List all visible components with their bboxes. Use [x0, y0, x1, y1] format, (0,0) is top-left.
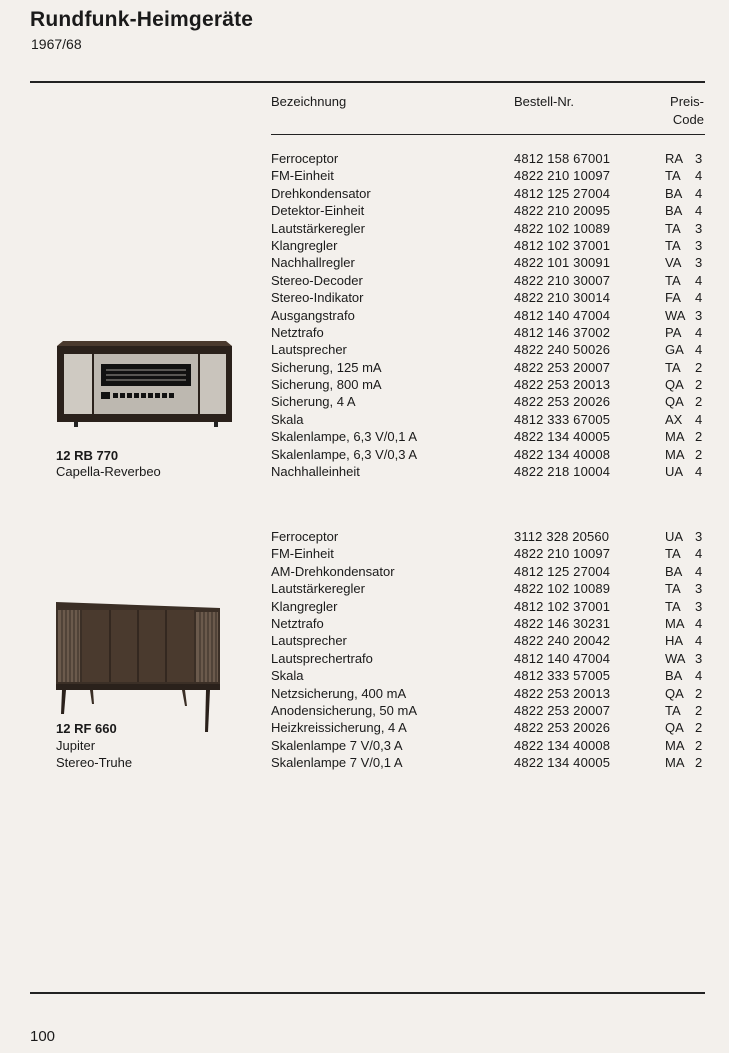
part-price-digit: 3: [695, 220, 703, 236]
part-order-number: 4822 210 30007: [514, 272, 611, 288]
table-row: [271, 580, 711, 597]
part-price-code: RA: [665, 151, 684, 166]
console-12rf660-illustration: [50, 596, 226, 736]
part-price-digit: 4: [695, 633, 703, 649]
part-price-digit: 3: [695, 237, 703, 253]
part-price-code: FA: [665, 290, 681, 306]
part-description: Ferroceptor: [271, 529, 339, 544]
part-price-code: BA: [665, 203, 683, 219]
part-order-number: 4812 102 37001: [514, 237, 611, 253]
part-price-digit: 4: [695, 615, 703, 631]
table-row: [271, 632, 711, 649]
part-order-number: 4812 125 27004: [514, 185, 611, 201]
part-description: Sicherung, 125 mA: [271, 359, 382, 375]
part-price-code: QA: [665, 394, 684, 410]
part-price-code: MA: [665, 446, 685, 462]
part-order-number: 4822 146 30231: [514, 615, 611, 631]
part-price-digit: 2: [695, 737, 703, 753]
part-price-digit: 3: [695, 307, 703, 323]
table-row: [271, 393, 711, 410]
part-price-code: TA: [665, 272, 681, 288]
part-price-code: TA: [665, 598, 681, 614]
part-order-number: 4822 210 10097: [514, 168, 611, 184]
model-name-jupiter: Jupiter: [56, 738, 96, 753]
part-price-code: WA: [665, 650, 686, 666]
part-order-number: 4822 102 10089: [514, 220, 611, 236]
page-number: 100: [30, 1028, 56, 1045]
part-description: Nachhalleinheit: [271, 464, 360, 480]
part-price-digit: 4: [695, 185, 703, 201]
part-price-digit: 3: [695, 598, 703, 614]
top-rule: [30, 81, 705, 83]
part-price-code: QA: [665, 685, 684, 701]
part-price-code: PA: [665, 324, 682, 340]
part-description: Klangregler: [271, 237, 338, 253]
table-row: [271, 702, 711, 719]
part-order-number: 4812 140 47004: [514, 307, 611, 323]
column-header-price-code-line2: Code: [672, 112, 704, 127]
part-price-code: BA: [665, 563, 683, 579]
table-row: [271, 202, 711, 219]
part-description: Lautstärkeregler: [271, 581, 365, 597]
part-description: Skala: [271, 668, 304, 684]
part-description: Skalenlampe, 6,3 V/0,3 A: [271, 446, 417, 462]
part-description: Skala: [271, 411, 304, 427]
table-row: [271, 272, 711, 289]
table-row: [271, 615, 711, 632]
part-order-number: 4822 253 20007: [514, 702, 611, 718]
part-order-number: 4822 253 20013: [514, 377, 611, 393]
part-order-number: 4822 240 50026: [514, 342, 611, 358]
part-order-number: 4822 253 20026: [514, 720, 611, 736]
model-number-12rb770: 12 RB 770: [56, 448, 119, 463]
part-price-code: AX: [665, 411, 683, 427]
part-order-number: 4822 210 20095: [514, 203, 611, 219]
part-order-number: 4822 134 40005: [514, 755, 611, 771]
part-price-digit: 3: [695, 581, 703, 597]
part-description: Lautsprechertrafo: [271, 650, 373, 666]
part-price-digit: 4: [695, 168, 703, 184]
bottom-rule: [30, 992, 705, 994]
part-description: Lautstärkeregler: [271, 220, 365, 236]
table-row: [271, 650, 711, 667]
part-description: FM-Einheit: [271, 546, 334, 562]
part-price-digit: 2: [695, 702, 703, 718]
page-title: Rundfunk-Heimgeräte: [30, 8, 254, 31]
part-price-digit: 3: [695, 255, 703, 271]
part-order-number: 4812 125 27004: [514, 563, 611, 579]
part-price-code: TA: [665, 168, 681, 184]
part-order-number: 4822 210 10097: [514, 546, 611, 562]
part-price-digit: 2: [695, 377, 703, 393]
table-row: [271, 167, 711, 184]
part-order-number: 4812 333 57005: [514, 668, 611, 684]
part-price-digit: 2: [695, 720, 703, 736]
part-price-code: MA: [665, 737, 685, 753]
part-price-code: TA: [665, 702, 681, 718]
part-description: Netztrafo: [271, 324, 324, 340]
part-price-code: MA: [665, 755, 685, 771]
part-order-number: 4822 134 40005: [514, 429, 611, 445]
radio-12rb770-illustration: [56, 340, 236, 430]
table-row: [271, 289, 711, 306]
table-row: [271, 185, 711, 202]
part-description: Sicherung, 800 mA: [271, 377, 382, 393]
part-description: Stereo-Indikator: [271, 290, 364, 306]
part-price-digit: 4: [695, 563, 703, 579]
part-order-number: 4822 240 20042: [514, 633, 611, 649]
part-price-code: WA: [665, 307, 686, 323]
table-row: [271, 254, 711, 271]
parts-list-12rb770: [271, 150, 711, 480]
column-header-description: Bezeichnung: [271, 94, 347, 109]
part-order-number: 4822 101 30091: [514, 255, 611, 271]
part-order-number: 4822 134 40008: [514, 446, 611, 462]
part-description: Anodensicherung, 50 mA: [271, 702, 417, 718]
part-price-digit: 2: [695, 394, 703, 410]
part-price-digit: 4: [695, 464, 703, 480]
part-price-code: TA: [665, 359, 681, 375]
part-price-code: MA: [665, 615, 685, 631]
table-row: [271, 737, 711, 754]
part-description: Netztrafo: [271, 615, 324, 631]
part-price-digit: 4: [695, 324, 703, 340]
part-price-code: TA: [665, 581, 681, 597]
table-row: [271, 719, 711, 736]
part-price-digit: 4: [695, 290, 703, 306]
page-subtitle: 1967/68: [31, 36, 82, 52]
part-description: Klangregler: [271, 598, 338, 614]
part-price-code: TA: [665, 237, 681, 253]
part-description: FM-Einheit: [271, 168, 334, 184]
part-order-number: 4812 146 37002: [514, 324, 611, 340]
part-description: Stereo-Decoder: [271, 272, 363, 288]
table-row: [271, 307, 711, 324]
part-price-code: TA: [665, 546, 681, 562]
table-row: [271, 545, 711, 562]
table-row: [271, 376, 711, 393]
part-price-digit: 3: [695, 650, 703, 666]
model-number-12rf660: 12 RF 660: [56, 721, 117, 736]
table-row: [271, 324, 711, 341]
column-header-price-code-line1: Preis-: [670, 94, 704, 109]
part-order-number: 4812 140 47004: [514, 650, 611, 666]
table-row: [271, 237, 711, 254]
part-description: Ferroceptor: [271, 151, 339, 166]
table-row: [271, 220, 711, 237]
part-price-digit: 3: [695, 151, 703, 166]
part-price-digit: 4: [695, 546, 703, 562]
part-price-digit: 3: [695, 529, 703, 544]
part-price-digit: 2: [695, 755, 703, 771]
column-header-price-code: [670, 93, 704, 129]
part-description: Drehkondensator: [271, 185, 371, 201]
part-price-digit: 2: [695, 685, 703, 701]
part-price-digit: 4: [695, 203, 703, 219]
part-description: Nachhallregler: [271, 255, 355, 271]
part-order-number: 4822 102 10089: [514, 581, 611, 597]
part-order-number: 3112 328 20560: [514, 529, 610, 544]
part-description: Sicherung, 4 A: [271, 394, 356, 410]
part-description: Skalenlampe, 6,3 V/0,1 A: [271, 429, 417, 445]
part-price-code: QA: [665, 720, 684, 736]
table-row: [271, 598, 711, 615]
column-header-order-no: Bestell-Nr.: [514, 94, 574, 109]
table-row: [271, 359, 711, 376]
part-price-code: MA: [665, 429, 685, 445]
table-row: [271, 685, 711, 702]
part-order-number: 4812 158 67001: [514, 151, 611, 166]
part-price-code: HA: [665, 633, 684, 649]
part-price-code: VA: [665, 255, 682, 271]
part-order-number: 4812 102 37001: [514, 598, 611, 614]
part-price-code: TA: [665, 220, 681, 236]
table-row: [271, 150, 711, 167]
part-order-number: 4822 253 20026: [514, 394, 611, 410]
part-price-code: GA: [665, 342, 684, 358]
part-description: Netzsicherung, 400 mA: [271, 685, 407, 701]
header-rule: [271, 134, 705, 135]
part-price-digit: 4: [695, 272, 703, 288]
table-row: [271, 463, 711, 480]
table-row: [271, 428, 711, 445]
part-description: Ausgangstrafo: [271, 307, 355, 323]
table-row: [271, 563, 711, 580]
part-description: Skalenlampe 7 V/0,3 A: [271, 737, 403, 753]
part-price-code: BA: [665, 668, 683, 684]
table-row: [271, 411, 711, 428]
part-price-digit: 2: [695, 429, 703, 445]
parts-list-12rf660: [271, 528, 711, 771]
part-price-digit: 2: [695, 359, 703, 375]
part-order-number: 4822 253 20007: [514, 359, 611, 375]
part-price-code: QA: [665, 377, 684, 393]
part-price-digit: 4: [695, 342, 703, 358]
part-price-digit: 2: [695, 446, 703, 462]
table-row: [271, 341, 711, 358]
part-order-number: 4822 210 30014: [514, 290, 611, 306]
part-order-number: 4822 253 20013: [514, 685, 611, 701]
table-row: [271, 446, 711, 463]
part-description: Lautsprecher: [271, 342, 347, 358]
part-price-digit: 4: [695, 668, 703, 684]
model-name-capella-reverbeo: Capella-Reverbeo: [56, 464, 161, 479]
part-price-code: BA: [665, 185, 683, 201]
part-description: Skalenlampe 7 V/0,1 A: [271, 755, 403, 771]
model-name-stereo-truhe: Stereo-Truhe: [56, 755, 133, 770]
part-order-number: 4812 333 67005: [514, 411, 611, 427]
table-row: [271, 754, 711, 771]
table-row: [271, 528, 711, 545]
part-price-digit: 4: [695, 411, 703, 427]
part-description: Lautsprecher: [271, 633, 347, 649]
part-order-number: 4822 134 40008: [514, 737, 611, 753]
table-row: [271, 667, 711, 684]
part-description: AM-Drehkondensator: [271, 563, 395, 579]
part-order-number: 4822 218 10004: [514, 464, 611, 480]
part-price-code: UA: [665, 464, 684, 480]
part-description: Heizkreissicherung, 4 A: [271, 720, 407, 736]
part-description: Detektor-Einheit: [271, 203, 365, 219]
part-price-code: UA: [665, 529, 684, 544]
